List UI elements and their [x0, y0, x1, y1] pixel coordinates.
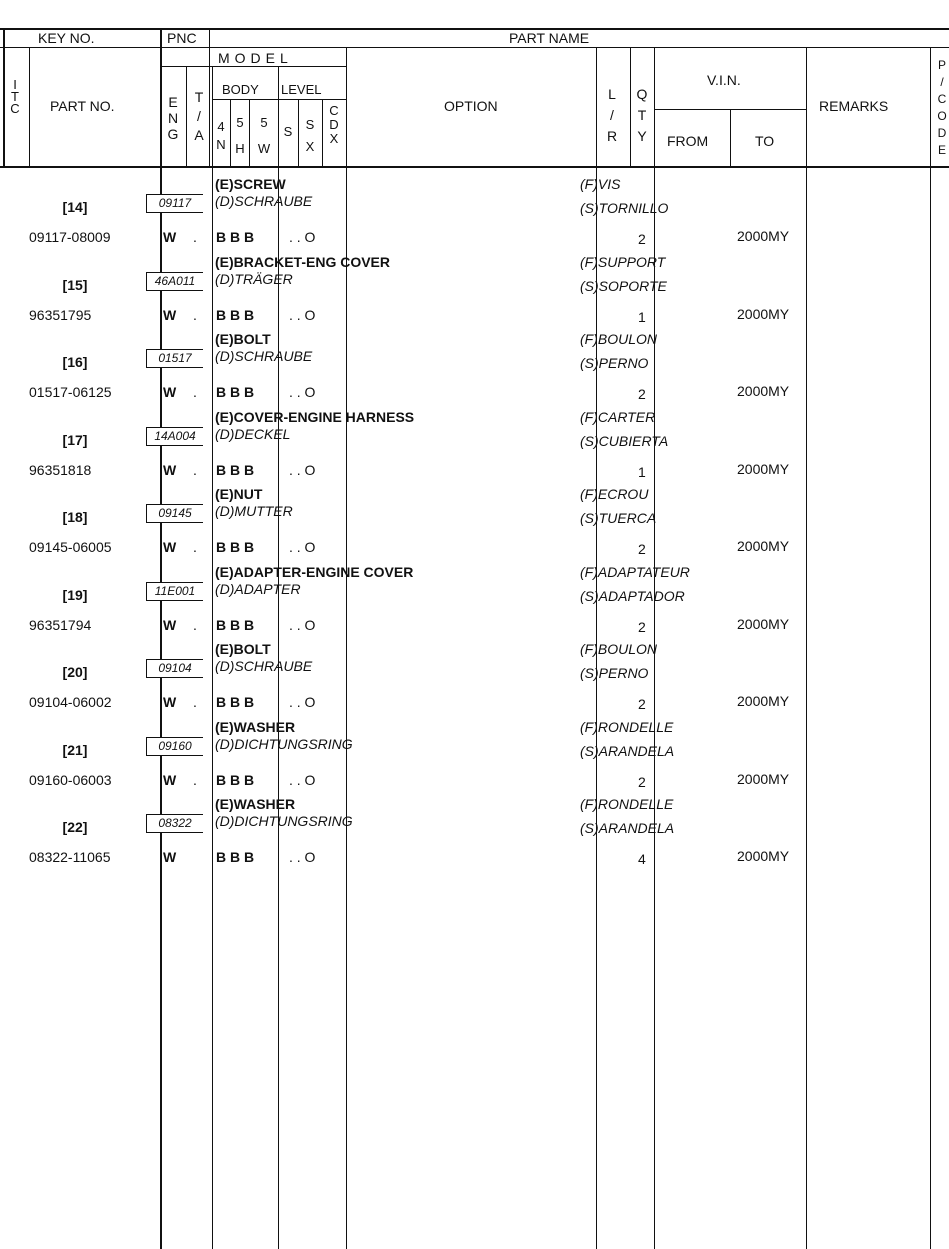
part-number: 01517-06125 — [29, 384, 112, 400]
qty-label: Q T Y — [636, 86, 648, 144]
quantity: 2 — [638, 541, 646, 557]
level-codes: . . O — [289, 384, 316, 400]
pnc-code: 01517 — [146, 349, 203, 368]
col-sx-border — [322, 99, 323, 166]
eng-code: W — [163, 229, 177, 245]
level-codes: . . O — [289, 694, 316, 710]
key-number: [19] — [62, 587, 88, 603]
part-name-spanish: (S)SOPORTE — [580, 278, 667, 294]
level-codes: . . O — [289, 307, 316, 323]
part-name-spanish: (S)PERNO — [580, 665, 649, 681]
eng-code: W — [163, 772, 177, 788]
part-name-french: (F)BOULON — [580, 331, 657, 347]
header-top-rule — [0, 28, 949, 30]
part-name-english: (E)BOLT — [215, 641, 271, 657]
ta-code: . — [193, 539, 197, 555]
part-name-english: (E)BRACKET-ENG COVER — [215, 254, 391, 270]
part-number: 09104-06002 — [29, 694, 112, 710]
pnc-code: 08322 — [146, 814, 203, 833]
vin-to-value: 2000MY — [737, 383, 790, 399]
eng-code: W — [163, 694, 177, 710]
col-ta-border — [209, 28, 210, 166]
vin-to-value: 2000MY — [737, 848, 790, 864]
pnc-code: 11E001 — [146, 582, 203, 601]
col-s-border — [298, 99, 299, 166]
quantity: 2 — [638, 386, 646, 402]
level-col-s: S — [283, 124, 293, 139]
eng-code: W — [163, 462, 177, 478]
vin-to-value: 2000MY — [737, 538, 790, 554]
itc-label: I T C — [10, 77, 20, 116]
part-number: 09117-08009 — [29, 229, 111, 245]
ta-label: T / A — [194, 89, 204, 143]
part-name-english: (E)COVER-ENGINE HARNESS — [215, 409, 415, 425]
part-name-english: (E)BOLT — [215, 331, 271, 347]
vin-to-value: 2000MY — [737, 306, 790, 322]
key-number: [20] — [62, 664, 88, 680]
pnc-code: 09160 — [146, 737, 203, 756]
part-name-english: (E)SCREW — [215, 176, 286, 192]
part-no-label: PART NO. — [50, 98, 115, 114]
part-number: 09145-06005 — [29, 539, 112, 555]
part-name-english: (E)WASHER — [215, 796, 296, 812]
part-name-english: (E)NUT — [215, 486, 263, 502]
part-number: 08322-11065 — [29, 849, 111, 865]
quantity: 2 — [638, 231, 646, 247]
part-name-french: (F)ECROU — [580, 486, 649, 502]
quantity: 2 — [638, 774, 646, 790]
pnc-code: 09117 — [146, 194, 203, 213]
key-number: [18] — [62, 509, 88, 525]
vin-to-value: 2000MY — [737, 228, 790, 244]
part-number: 96351794 — [29, 617, 92, 633]
level-label: LEVEL — [281, 82, 322, 97]
vin-label: V.I.N. — [707, 72, 741, 88]
part-name-french: (F)ADAPTATEUR — [580, 564, 690, 580]
part-name-german: (D)TRÄGER — [215, 271, 293, 287]
lr-label: L / R — [606, 86, 618, 144]
level-col-cdx: C D X — [329, 103, 339, 146]
col-itc-border — [29, 47, 30, 166]
part-name-spanish: (S)TUERCA — [580, 510, 657, 526]
part-number: 96351795 — [29, 307, 92, 323]
part-name-german: (D)DECKEL — [215, 426, 291, 442]
part-name-german: (D)SCHRAUBE — [215, 348, 313, 364]
body-codes: B B B — [216, 462, 255, 478]
body-codes: B B B — [216, 384, 255, 400]
body-codes: B B B — [216, 539, 255, 555]
key-number: [14] — [62, 199, 88, 215]
vin-to-value: 2000MY — [737, 461, 790, 477]
level-codes: . . O — [289, 617, 316, 633]
vin-from-label: FROM — [667, 133, 709, 149]
ta-code: . — [193, 772, 197, 788]
part-name-german: (D)DICHTUNGSRING — [215, 736, 353, 752]
level-codes: . . O — [289, 229, 316, 245]
part-name-spanish: (S)ARANDELA — [580, 820, 675, 836]
key-number: [16] — [62, 354, 88, 370]
part-name-french: (F)CARTER — [580, 409, 656, 425]
col-4n-border — [230, 99, 231, 166]
level-codes: . . O — [289, 539, 316, 555]
part-name-spanish: (S)PERNO — [580, 355, 649, 371]
level-codes: . . O — [289, 849, 316, 865]
col-5h-border — [249, 99, 250, 166]
vin-to-value: 2000MY — [737, 771, 790, 787]
vin-to-label: TO — [755, 133, 775, 149]
ta-code: . — [193, 307, 197, 323]
body-codes: B B B — [216, 772, 255, 788]
eng-code: W — [163, 849, 177, 865]
part-name-spanish: (S)ARANDELA — [580, 743, 675, 759]
model-rule — [160, 66, 346, 67]
body-col-4n: 4 N — [216, 119, 226, 152]
key-number: [17] — [62, 432, 88, 448]
part-name-french: (F)SUPPORT — [580, 254, 666, 270]
body-level-rule — [212, 99, 346, 100]
part-name-label: PART NAME — [509, 30, 590, 46]
pnc-code: 14A004 — [146, 427, 203, 446]
col-remarks-border — [806, 47, 807, 1249]
body-codes: B B B — [216, 849, 255, 865]
part-name-german: (D)ADAPTER — [215, 581, 301, 597]
part-name-french: (F)VIS — [580, 176, 621, 192]
part-number: 09160-06003 — [29, 772, 112, 788]
quantity: 1 — [638, 464, 646, 480]
ta-code: . — [193, 229, 197, 245]
body-codes: B B B — [216, 229, 255, 245]
ta-code: . — [193, 462, 197, 478]
part-name-french: (F)RONDELLE — [580, 796, 674, 812]
part-name-german: (D)SCHRAUBE — [215, 193, 313, 209]
eng-code: W — [163, 617, 177, 633]
part-name-english: (E)ADAPTER-ENGINE COVER — [215, 564, 414, 580]
col-option-border — [346, 47, 347, 1249]
col-left-border — [3, 28, 5, 166]
part-name-german: (D)MUTTER — [215, 503, 293, 519]
pnc-code: 09145 — [146, 504, 203, 523]
col-qty-border — [630, 47, 631, 166]
col-body-border — [212, 66, 213, 1249]
part-name-french: (F)BOULON — [580, 641, 657, 657]
eng-code: W — [163, 539, 177, 555]
eng-code: W — [163, 307, 177, 323]
col-from-border — [730, 109, 731, 166]
vin-to-value: 2000MY — [737, 616, 790, 632]
key-no-label: KEY NO. — [38, 30, 95, 46]
remarks-label: REMARKS — [819, 98, 889, 114]
body-col-5h: 5 H — [235, 115, 245, 156]
body-col-5w: 5 W — [257, 115, 271, 156]
ta-code: . — [193, 617, 197, 633]
part-name-french: (F)RONDELLE — [580, 719, 674, 735]
part-name-spanish: (S)CUBIERTA — [580, 433, 669, 449]
col-pcode-border — [930, 47, 931, 1249]
eng-label: E N G — [167, 94, 179, 142]
key-number: [21] — [62, 742, 88, 758]
pcode-label: P / C O D E — [937, 58, 947, 157]
key-number: [15] — [62, 277, 88, 293]
part-name-english: (E)WASHER — [215, 719, 296, 735]
part-name-german: (D)SCHRAUBE — [215, 658, 313, 674]
part-name-german: (D)DICHTUNGSRING — [215, 813, 353, 829]
ta-code: . — [193, 694, 197, 710]
pnc-label: PNC — [167, 30, 197, 46]
body-codes: B B B — [216, 694, 255, 710]
pnc-code: 46A011 — [146, 272, 203, 291]
quantity: 4 — [638, 851, 646, 867]
body-label: BODY — [222, 82, 259, 97]
level-col-sx: S X — [305, 117, 315, 154]
quantity: 2 — [638, 696, 646, 712]
col-eng-border — [186, 66, 187, 166]
part-number: 96351818 — [29, 462, 92, 478]
body-codes: B B B — [216, 307, 255, 323]
option-label: OPTION — [444, 98, 498, 114]
key-number: [22] — [62, 819, 88, 835]
part-name-spanish: (S)TORNILLO — [580, 200, 669, 216]
level-codes: . . O — [289, 462, 316, 478]
quantity: 2 — [638, 619, 646, 635]
body-codes: B B B — [216, 617, 255, 633]
quantity: 1 — [638, 309, 646, 325]
pnc-code: 09104 — [146, 659, 203, 678]
ta-code: . — [193, 384, 197, 400]
vin-to-value: 2000MY — [737, 693, 790, 709]
model-label: MODEL — [218, 50, 293, 66]
level-codes: . . O — [289, 772, 316, 788]
eng-code: W — [163, 384, 177, 400]
part-name-spanish: (S)ADAPTADOR — [580, 588, 685, 604]
